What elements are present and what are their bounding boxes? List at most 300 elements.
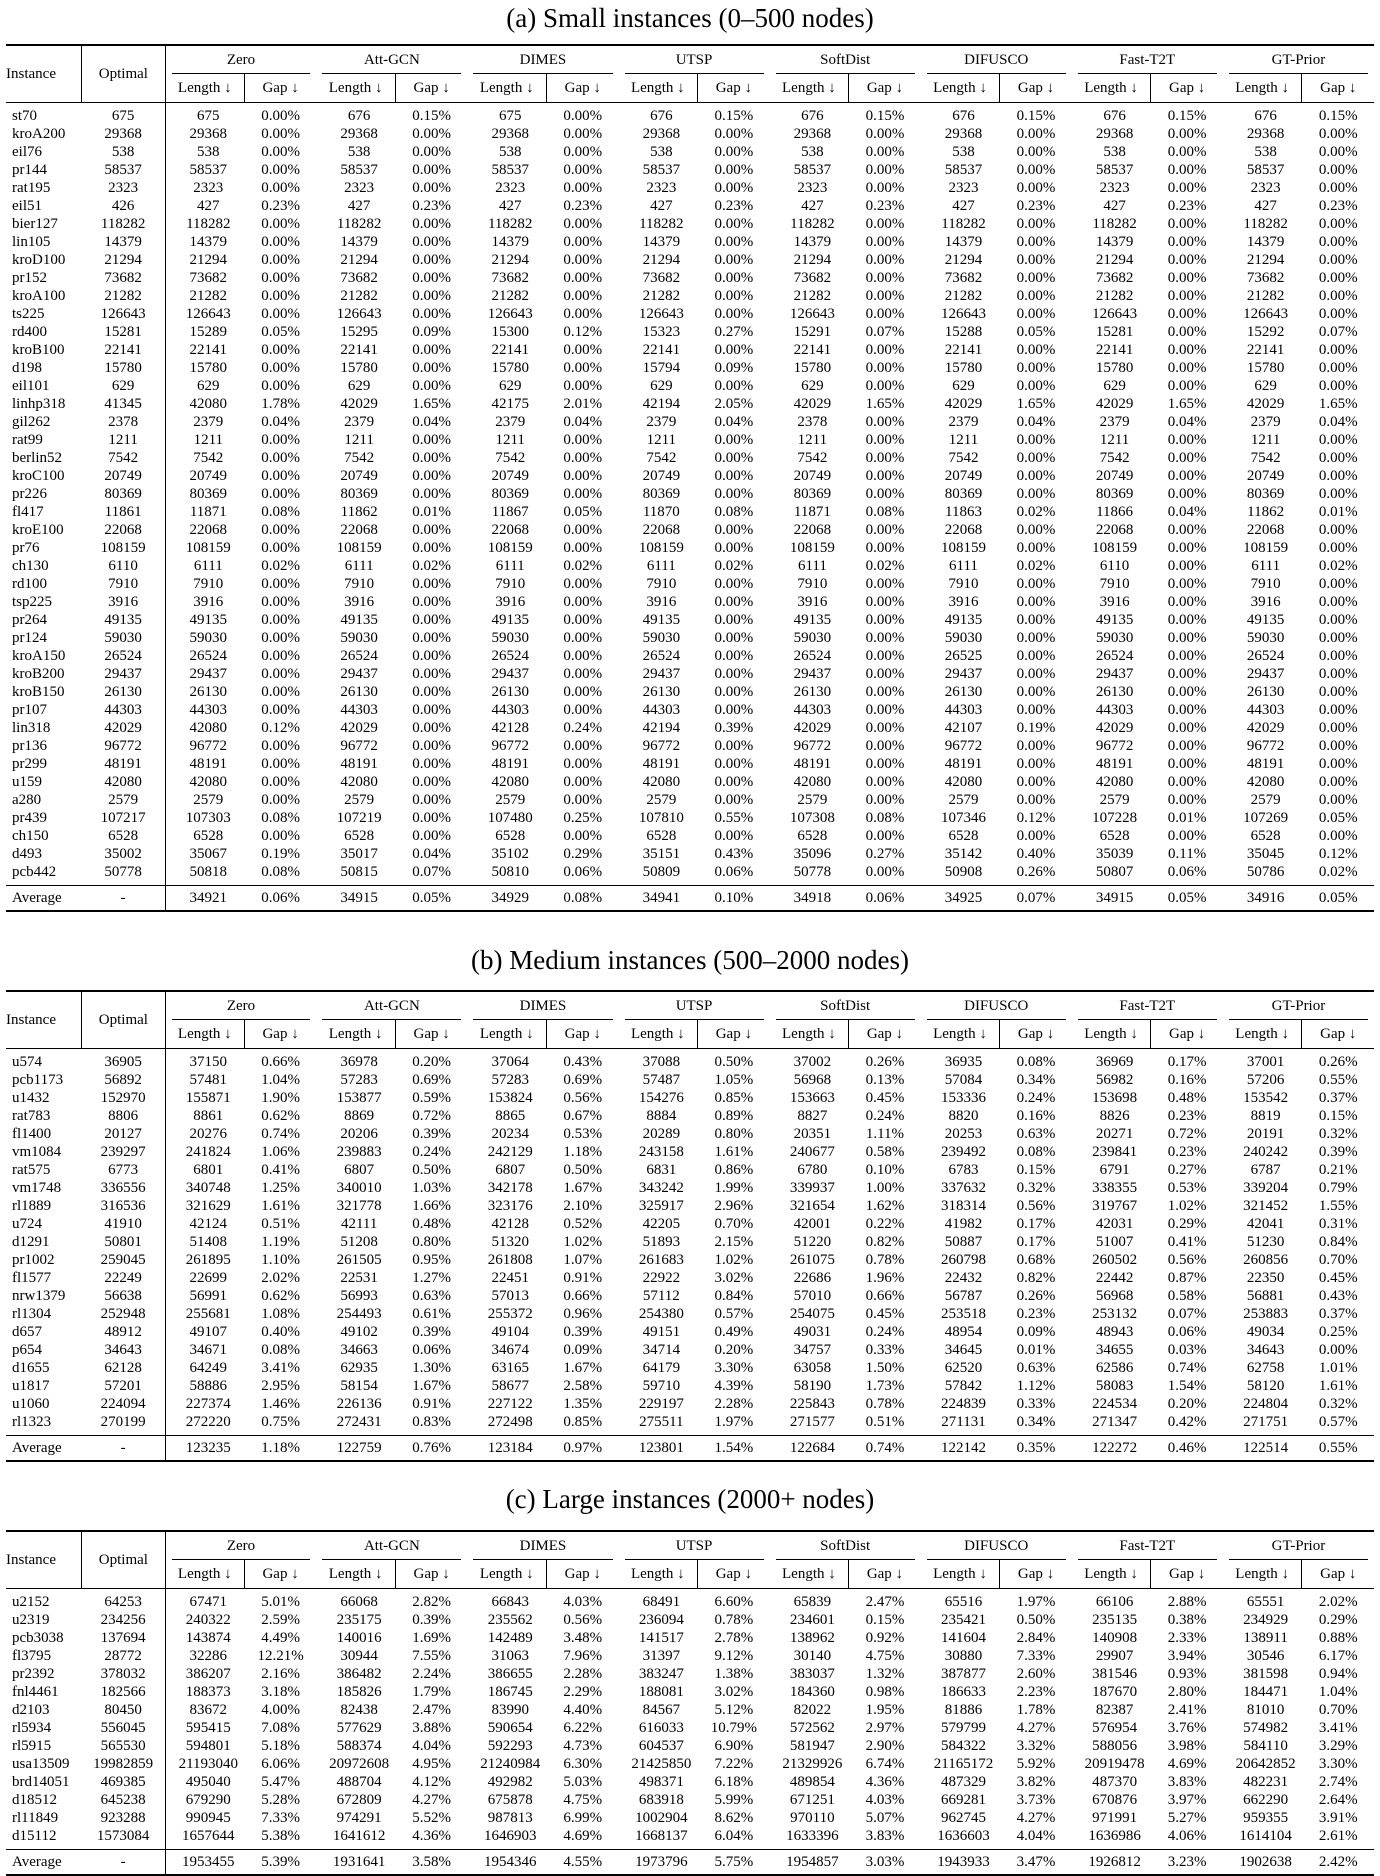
length-value: 83672 xyxy=(189,1702,228,1718)
length-value: 44303 xyxy=(189,702,228,718)
gap-value: 0.00% xyxy=(1016,486,1056,502)
length-value: 275511 xyxy=(639,1414,684,1430)
gap-value: 0.16% xyxy=(1016,1108,1056,1124)
gap-value: 0.00% xyxy=(412,756,452,772)
instance-name: p654 xyxy=(12,1342,42,1358)
gap-value: 0.00% xyxy=(412,432,452,448)
length-value: 42001 xyxy=(793,1216,832,1232)
optimal-length: - xyxy=(82,886,166,912)
length-value: 21282 xyxy=(340,288,378,304)
length-value: 44303 xyxy=(340,702,378,718)
gap-value: 1.50% xyxy=(865,1360,905,1376)
length-value: 22699 xyxy=(189,1270,228,1286)
table-row xyxy=(6,1305,1374,1323)
gap-value: 0.00% xyxy=(1167,180,1207,196)
table-row xyxy=(6,809,1374,827)
length-value: 498371 xyxy=(638,1774,684,1790)
length-value: 574982 xyxy=(1243,1720,1289,1736)
optimal-length: 49135 xyxy=(82,611,166,629)
optimal-length: 15780 xyxy=(82,359,166,377)
table-row xyxy=(6,359,1374,377)
length-value: 987813 xyxy=(487,1810,533,1826)
length-value: 20271 xyxy=(1095,1126,1134,1142)
gap-value: 2.74% xyxy=(1318,1774,1358,1790)
length-value: 42080 xyxy=(1095,774,1134,790)
gap-value: 0.00% xyxy=(261,468,300,484)
gap-value: 0.48% xyxy=(1167,1090,1207,1106)
gap-value: 1.18% xyxy=(261,1440,300,1456)
gap-value: 0.00% xyxy=(865,612,905,628)
gap-value: 0.76% xyxy=(412,1440,452,1456)
optimal-length: 426 xyxy=(82,197,166,215)
length-value: 73682 xyxy=(189,270,228,286)
length-value: 6528 xyxy=(1099,828,1130,844)
gap-value: 0.27% xyxy=(865,846,905,862)
length-value: 42080 xyxy=(491,774,529,790)
length-value: 42031 xyxy=(1095,1216,1134,1232)
length-value: 383037 xyxy=(789,1666,835,1682)
gap-value: 0.00% xyxy=(1318,666,1358,682)
gap-value: 0.00% xyxy=(261,306,300,322)
length-value: 118282 xyxy=(1092,216,1137,232)
length-value: 1902638 xyxy=(1239,1854,1292,1870)
gap-value: 4.03% xyxy=(563,1594,603,1610)
length-value: 672809 xyxy=(336,1792,382,1808)
gap-value: 0.68% xyxy=(1016,1252,1056,1268)
gap-value: 0.00% xyxy=(865,126,905,142)
gap-header: Gap ↓ xyxy=(1320,1026,1357,1042)
gap-value: 0.78% xyxy=(865,1396,905,1412)
gap-value: 0.00% xyxy=(563,216,603,232)
method-header-softdist xyxy=(770,991,921,1020)
length-value: 118282 xyxy=(336,216,382,232)
length-value: 51408 xyxy=(189,1234,228,1250)
length-value: 49135 xyxy=(793,612,832,628)
gap-value: 0.00% xyxy=(1167,738,1207,754)
length-value: 44303 xyxy=(944,702,983,718)
gap-value: 0.27% xyxy=(1167,1162,1207,1178)
length-value: 3916 xyxy=(1099,594,1130,610)
gap-value: 2.90% xyxy=(865,1738,905,1754)
gap-value: 0.74% xyxy=(865,1440,905,1456)
instance-name: u1060 xyxy=(12,1396,50,1412)
gap-value: 0.80% xyxy=(714,1126,754,1142)
length-value: 34916 xyxy=(1246,890,1285,906)
instance-name: rd400 xyxy=(12,324,47,340)
length-value: 22141 xyxy=(642,342,681,358)
gap-value: 0.00% xyxy=(412,576,452,592)
gap-value: 0.00% xyxy=(1318,288,1358,304)
gap-value: 0.00% xyxy=(865,594,905,610)
instance-name: Average xyxy=(12,890,62,906)
gap-value: 2.97% xyxy=(865,1720,905,1736)
length-value: 592293 xyxy=(487,1738,533,1754)
gap-value: 0.19% xyxy=(1016,720,1056,736)
gap-value: 1.95% xyxy=(865,1702,905,1718)
instance-name: eil51 xyxy=(12,198,42,214)
length-value: 108159 xyxy=(487,540,533,556)
column-header-optimal: Optimal xyxy=(82,45,166,103)
length-value: 51893 xyxy=(642,1234,681,1250)
length-value: 73682 xyxy=(1246,270,1285,286)
length-value: 318314 xyxy=(940,1198,986,1214)
optimal-length: 2323 xyxy=(82,179,166,197)
gap-header: Gap ↓ xyxy=(866,80,904,96)
gap-value: 2.01% xyxy=(563,396,603,412)
length-value: 153877 xyxy=(336,1090,382,1106)
length-value: 492982 xyxy=(487,1774,533,1790)
table-row xyxy=(6,251,1374,269)
gap-value: 0.00% xyxy=(1016,648,1056,664)
optimal-length: 182566 xyxy=(82,1683,166,1701)
gap-value: 0.56% xyxy=(1016,1198,1056,1214)
length-value: 538 xyxy=(197,144,220,160)
length-value: 321629 xyxy=(185,1198,231,1214)
gap-value: 0.06% xyxy=(1167,864,1207,880)
length-value: 21294 xyxy=(1095,252,1134,268)
length-value: 482231 xyxy=(1243,1774,1289,1790)
table-row xyxy=(6,395,1374,413)
gap-value: 0.00% xyxy=(412,594,452,610)
gap-value: 0.00% xyxy=(1016,342,1056,358)
length-value: 323176 xyxy=(487,1198,533,1214)
gap-value: 0.00% xyxy=(1167,774,1207,790)
length-value: 260798 xyxy=(940,1252,986,1268)
length-value: 56968 xyxy=(793,1072,832,1088)
gap-value: 3.88% xyxy=(412,1720,452,1736)
length-value: 26130 xyxy=(491,684,529,700)
gap-value: 0.39% xyxy=(1318,1144,1358,1160)
gap-value: 0.00% xyxy=(865,414,905,430)
gap-value: 4.75% xyxy=(865,1648,905,1664)
length-value: 48191 xyxy=(1095,756,1134,772)
gap-value: 0.00% xyxy=(261,378,300,394)
gap-value: 4.27% xyxy=(1016,1810,1056,1826)
gap-value: 0.00% xyxy=(714,702,754,718)
gap-value: 0.56% xyxy=(563,1612,603,1628)
length-value: 35039 xyxy=(1095,846,1134,862)
length-value: 80369 xyxy=(491,486,529,502)
instance-name: rat575 xyxy=(12,1162,51,1178)
length-value: 66068 xyxy=(340,1594,378,1610)
length-value: 676 xyxy=(650,108,673,124)
gap-value: 0.00% xyxy=(563,144,603,160)
length-value: 65516 xyxy=(944,1594,983,1610)
length-value: 30944 xyxy=(340,1648,378,1664)
gap-value: 1.11% xyxy=(865,1126,905,1142)
length-value: 261075 xyxy=(789,1252,835,1268)
gap-value: 0.00% xyxy=(1318,1342,1358,1358)
length-value: 108159 xyxy=(638,540,684,556)
length-value: 140016 xyxy=(336,1630,382,1646)
table-row xyxy=(6,179,1374,197)
gap-value: 0.00% xyxy=(1318,144,1358,160)
table-row xyxy=(6,557,1374,575)
length-value: 20919478 xyxy=(1084,1756,1145,1772)
length-value: 1633396 xyxy=(786,1828,839,1844)
length-value: 34674 xyxy=(491,1342,529,1358)
length-value: 58190 xyxy=(793,1378,832,1394)
gap-value: 0.00% xyxy=(714,756,754,772)
length-value: 36969 xyxy=(1095,1054,1134,1070)
gap-header: Gap ↓ xyxy=(866,1026,904,1042)
gap-value: 1.90% xyxy=(261,1090,300,1106)
length-value: 7542 xyxy=(646,450,677,466)
table-row xyxy=(6,575,1374,593)
length-value: 20351 xyxy=(793,1126,832,1142)
gap-value: 0.00% xyxy=(412,216,452,232)
length-value: 254380 xyxy=(638,1306,684,1322)
gap-value: 0.00% xyxy=(1167,576,1207,592)
gap-value: 0.00% xyxy=(1318,522,1358,538)
gap-value: 6.18% xyxy=(714,1774,754,1790)
gap-value: 7.22% xyxy=(714,1756,754,1772)
length-value: 224534 xyxy=(1092,1396,1138,1412)
optimal-length: 675 xyxy=(82,103,166,126)
length-value: 6111 xyxy=(646,558,676,574)
length-value: 50887 xyxy=(944,1234,983,1250)
gap-value: 0.84% xyxy=(1318,1234,1358,1250)
length-value: 29368 xyxy=(642,126,681,142)
gap-value: 1.69% xyxy=(412,1630,452,1646)
instance-name: u159 xyxy=(12,774,42,790)
gap-value: 0.00% xyxy=(412,792,452,808)
length-label: Length ↓ xyxy=(770,1560,850,1588)
length-label: Length ↓ xyxy=(1072,74,1152,102)
optimal-length: 29437 xyxy=(82,665,166,683)
gap-value: 0.00% xyxy=(1167,612,1207,628)
length-label: Length ↓ xyxy=(467,1560,547,1588)
gap-value: 0.34% xyxy=(1016,1414,1056,1430)
gap-value: 0.55% xyxy=(1318,1072,1358,1088)
length-value: 242129 xyxy=(487,1144,533,1160)
length-value: 59030 xyxy=(189,630,228,646)
length-value: 34925 xyxy=(944,890,983,906)
length-value: 58154 xyxy=(340,1378,378,1394)
length-value: 21165172 xyxy=(933,1756,994,1772)
gap-value: 0.00% xyxy=(714,270,754,286)
instance-name: rat99 xyxy=(12,432,43,448)
length-value: 22068 xyxy=(1095,522,1134,538)
length-value: 616033 xyxy=(638,1720,684,1736)
method-name: SoftDist xyxy=(776,47,915,74)
gap-value: 1.10% xyxy=(261,1252,300,1268)
optimal-length: 270199 xyxy=(82,1413,166,1436)
gap-value: 1.67% xyxy=(563,1360,603,1376)
gap-value: 0.01% xyxy=(1016,1342,1056,1358)
optimal-length: 62128 xyxy=(82,1359,166,1377)
gap-value: 0.39% xyxy=(412,1126,452,1142)
gap-value: 0.13% xyxy=(865,1072,905,1088)
gap-value: 0.00% xyxy=(1167,684,1207,700)
length-value: 22141 xyxy=(340,342,378,358)
gap-value: 0.00% xyxy=(714,144,754,160)
gap-value: 3.48% xyxy=(563,1630,603,1646)
optimal-length: 22068 xyxy=(82,521,166,539)
length-value: 36978 xyxy=(340,1054,378,1070)
gap-value: 0.15% xyxy=(412,108,452,124)
optimal-length: 80450 xyxy=(82,1701,166,1719)
length-value: 7910 xyxy=(495,576,526,592)
length-value: 29368 xyxy=(340,126,378,142)
gap-value: 1.02% xyxy=(714,1252,754,1268)
gap-value: 0.40% xyxy=(261,1324,300,1340)
length-label: Length ↓ xyxy=(1072,1560,1152,1588)
gap-value: 0.91% xyxy=(412,1396,452,1412)
gap-value: 12.21% xyxy=(257,1648,304,1664)
gap-value: 5.92% xyxy=(1016,1756,1056,1772)
gap-value: 0.00% xyxy=(1318,774,1358,790)
length-value: 49135 xyxy=(189,612,228,628)
length-value: 50778 xyxy=(793,864,832,880)
gap-value: 3.83% xyxy=(1167,1774,1207,1790)
length-value: 7910 xyxy=(797,576,828,592)
length-value: 140908 xyxy=(1092,1630,1138,1646)
gap-value: 0.00% xyxy=(714,828,754,844)
length-value: 42111 xyxy=(340,1216,378,1232)
gap-value: 0.78% xyxy=(714,1612,754,1628)
length-value: 96772 xyxy=(491,738,529,754)
optimal-length: 108159 xyxy=(82,539,166,557)
optimal-length: 259045 xyxy=(82,1251,166,1269)
gap-value: 0.00% xyxy=(261,162,300,178)
gap-value: 0.02% xyxy=(1318,558,1358,574)
gap-value: 0.00% xyxy=(865,342,905,358)
gap-value: 7.55% xyxy=(412,1648,452,1664)
length-value: 577629 xyxy=(336,1720,382,1736)
length-value: 6787 xyxy=(1250,1162,1281,1178)
instance-name: pcb3038 xyxy=(12,1630,64,1646)
length-value: 187670 xyxy=(1092,1684,1138,1700)
gap-value: 0.00% xyxy=(412,540,452,556)
gap-value: 0.00% xyxy=(865,864,905,880)
gap-value: 1.32% xyxy=(865,1666,905,1682)
gap-value: 0.42% xyxy=(1167,1414,1207,1430)
gap-value: 0.63% xyxy=(1016,1360,1056,1376)
length-value: 44303 xyxy=(642,702,681,718)
gap-value: 0.00% xyxy=(714,774,754,790)
length-value: 108159 xyxy=(940,540,986,556)
gap-value: 1.02% xyxy=(563,1234,603,1250)
gap-value: 0.00% xyxy=(1016,126,1056,142)
gap-header: Gap ↓ xyxy=(715,1566,752,1582)
table-row xyxy=(6,845,1374,863)
gap-value: 0.92% xyxy=(865,1630,905,1646)
length-value: 20749 xyxy=(1246,468,1285,484)
gap-value: 0.00% xyxy=(563,288,603,304)
length-value: 32286 xyxy=(189,1648,228,1664)
gap-value: 0.00% xyxy=(261,756,300,772)
method-name: DIMES xyxy=(473,993,612,1020)
length-value: 321778 xyxy=(336,1198,382,1214)
length-value: 7910 xyxy=(646,576,677,592)
method-name: GT-Prior xyxy=(1229,993,1368,1020)
length-value: 254493 xyxy=(336,1306,382,1322)
gap-value: 0.00% xyxy=(1016,594,1056,610)
method-name: Fast-T2T xyxy=(1078,47,1217,74)
gap-value: 3.02% xyxy=(714,1684,754,1700)
length-value: 57842 xyxy=(944,1378,983,1394)
length-value: 34655 xyxy=(1095,1342,1134,1358)
length-value: 20276 xyxy=(189,1126,228,1142)
gap-value: 0.00% xyxy=(865,648,905,664)
gap-value: 0.72% xyxy=(412,1108,452,1124)
gap-value: 0.26% xyxy=(1016,1288,1056,1304)
gap-value: 0.58% xyxy=(1167,1288,1207,1304)
length-value: 261505 xyxy=(336,1252,382,1268)
gap-value: 2.96% xyxy=(714,1198,754,1214)
gap-value: 0.00% xyxy=(714,468,754,484)
table-row xyxy=(6,773,1374,791)
gap-header: Gap ↓ xyxy=(1017,1026,1055,1042)
length-value: 82387 xyxy=(1095,1702,1134,1718)
section-caption: (b) Medium instances (500–2000 nodes) xyxy=(471,945,909,975)
length-value: 62586 xyxy=(1095,1360,1134,1376)
gap-value: 0.24% xyxy=(412,1144,452,1160)
length-value: 538 xyxy=(650,144,673,160)
method-name: UTSP xyxy=(625,47,764,74)
gap-value: 0.15% xyxy=(1016,108,1056,124)
gap-value: 0.00% xyxy=(714,684,754,700)
gap-value: 0.00% xyxy=(563,540,603,556)
length-value: 26525 xyxy=(944,648,983,664)
header-row-methods xyxy=(6,991,1374,1020)
length-value: 15780 xyxy=(793,360,832,376)
length-value: 26524 xyxy=(491,648,529,664)
gap-value: 0.05% xyxy=(1016,324,1056,340)
length-value: 48191 xyxy=(793,756,832,772)
gap-value: 1.06% xyxy=(261,1144,300,1160)
instance-name: usa13509 xyxy=(12,1756,70,1772)
length-value: 2379 xyxy=(344,414,375,430)
optimal-length: 21282 xyxy=(82,287,166,305)
gap-value: 0.00% xyxy=(412,630,452,646)
gap-value: 0.00% xyxy=(563,108,603,124)
length-value: 21294 xyxy=(642,252,681,268)
table-row xyxy=(6,1089,1374,1107)
gap-value: 0.00% xyxy=(865,738,905,754)
instance-name: ch150 xyxy=(12,828,49,844)
gap-value: 0.00% xyxy=(1016,540,1056,556)
gap-value: 10.79% xyxy=(710,1720,757,1736)
length-header xyxy=(467,74,547,103)
gap-value: 2.24% xyxy=(412,1666,452,1682)
gap-value: 1.73% xyxy=(865,1378,905,1394)
gap-value: 0.26% xyxy=(1318,1054,1358,1070)
length-value: 29368 xyxy=(1246,126,1285,142)
length-value: 22350 xyxy=(1246,1270,1285,1286)
length-value: 1646903 xyxy=(483,1828,537,1844)
gap-value: 0.00% xyxy=(1318,720,1358,736)
table-row xyxy=(6,1251,1374,1269)
length-value: 48191 xyxy=(642,756,681,772)
table-header xyxy=(6,45,1374,103)
optimal-length: 44303 xyxy=(82,701,166,719)
length-value: 122684 xyxy=(789,1440,835,1456)
gap-value: 4.73% xyxy=(563,1738,603,1754)
length-value: 49102 xyxy=(340,1324,378,1340)
gap-value: 0.78% xyxy=(865,1252,905,1268)
length-value: 56881 xyxy=(1246,1288,1285,1304)
instance-name: d2103 xyxy=(12,1702,50,1718)
gap-value: 0.08% xyxy=(865,810,905,826)
gap-value: 0.12% xyxy=(563,324,603,340)
length-label: Length ↓ xyxy=(619,74,699,102)
gap-value: 0.85% xyxy=(563,1414,603,1430)
instance-name: pr299 xyxy=(12,756,47,772)
section-caption: (c) Large instances (2000+ nodes) xyxy=(505,1484,875,1514)
length-value: 21282 xyxy=(793,288,832,304)
